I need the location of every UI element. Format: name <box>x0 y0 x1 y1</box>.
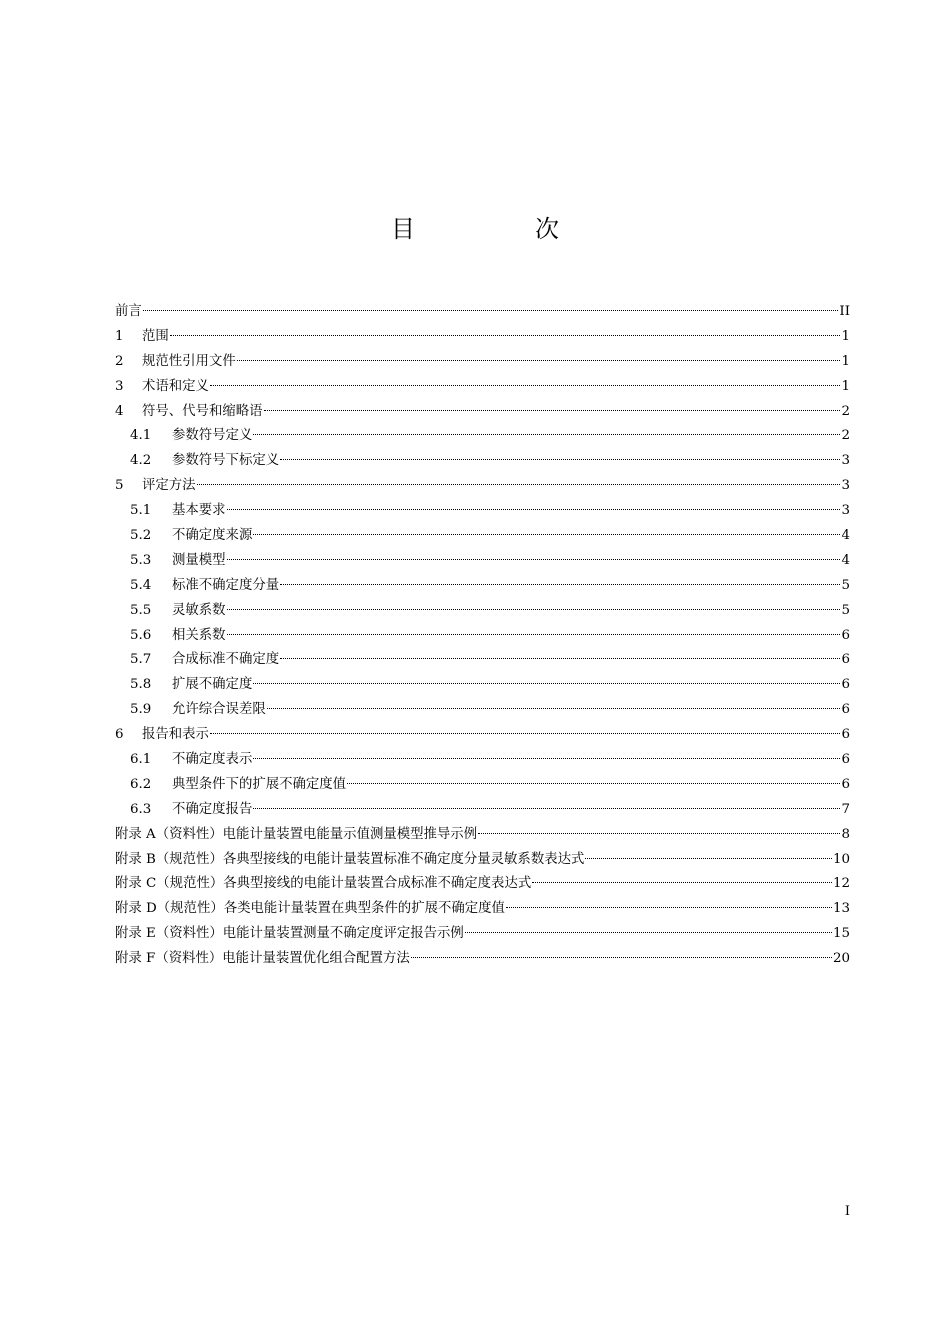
toc-entry-title <box>130 673 252 698</box>
toc-entry-number: 4.2 <box>130 453 152 469</box>
toc-entry-number: 6 <box>115 727 124 743</box>
toc-dot-leader <box>280 658 840 659</box>
toc-entry-title <box>130 624 226 649</box>
toc-dot-leader <box>253 808 840 809</box>
toc-entry-label: 相关系数 <box>172 627 226 643</box>
toc-dot-leader <box>170 335 841 336</box>
toc-entry-title <box>130 549 226 574</box>
toc-entry-label: 术语和定义 <box>142 378 209 394</box>
toc-entry-page: 3 <box>841 478 850 494</box>
toc-entry-title <box>115 947 410 972</box>
toc-entry-number: 5.9 <box>130 702 152 718</box>
toc-entry-number: 5.8 <box>130 677 152 693</box>
toc-entry-label: 不确定度报告 <box>172 801 253 817</box>
toc-entry[interactable] <box>115 848 850 873</box>
toc-entry[interactable] <box>115 897 850 922</box>
toc-dot-leader <box>210 733 841 734</box>
toc-entry-number: 5.5 <box>130 602 152 618</box>
toc-entry-page: 5 <box>841 602 850 618</box>
toc-entry-label: 报告和表示 <box>142 727 209 743</box>
toc-entry[interactable] <box>115 673 850 698</box>
toc-entry[interactable] <box>115 574 850 599</box>
toc-entry-title <box>115 897 505 922</box>
toc-dot-leader <box>280 459 840 460</box>
toc-entry-number: 6.3 <box>130 801 152 817</box>
toc-entry-label: 参数符号定义 <box>172 428 253 444</box>
toc-entry[interactable] <box>115 400 850 425</box>
toc-entry-title <box>130 773 346 798</box>
toc-entry-page: 4 <box>841 528 850 544</box>
toc-entry-page: 6 <box>841 677 850 693</box>
toc-dot-leader <box>532 882 832 883</box>
toc-entry-title <box>130 424 252 449</box>
toc-entry[interactable] <box>115 474 850 499</box>
toc-dot-leader <box>267 708 841 709</box>
toc-entry-page: 6 <box>841 752 850 768</box>
toc-entry[interactable] <box>115 773 850 798</box>
toc-entry[interactable] <box>115 624 850 649</box>
toc-entry-label: 规范性引用文件 <box>142 353 236 369</box>
toc-entry-number: 2 <box>115 353 124 369</box>
toc-entry[interactable] <box>115 449 850 474</box>
page-title: 目 次 <box>391 215 607 243</box>
toc-dot-leader <box>347 783 840 784</box>
page-number: I <box>844 1204 850 1219</box>
toc-entry[interactable] <box>115 300 850 325</box>
toc-dot-leader <box>411 957 832 958</box>
toc-dot-leader <box>585 858 832 859</box>
toc-dot-leader <box>506 907 832 908</box>
toc-entry-label: 评定方法 <box>142 478 196 494</box>
toc-entry-title <box>115 723 209 748</box>
toc-entry-page: 6 <box>841 702 850 718</box>
toc-entry[interactable] <box>115 524 850 549</box>
toc-entry-page: 2 <box>841 428 850 444</box>
toc-entry-title <box>130 748 252 773</box>
toc-entry-title <box>130 648 279 673</box>
toc-entry-number: 4.1 <box>130 428 152 444</box>
toc-entry[interactable] <box>115 798 850 823</box>
toc-entry-label: 扩展不确定度 <box>172 677 253 693</box>
toc-entry-title <box>130 524 252 549</box>
toc-entry-title <box>130 499 226 524</box>
toc-dot-leader <box>227 609 841 610</box>
toc-entry-title <box>130 698 266 723</box>
toc-dot-leader <box>264 410 841 411</box>
toc-entry-title <box>115 823 477 848</box>
toc-entry-page: 15 <box>832 926 850 942</box>
toc-entry-label: 附录 E（资料性）电能计量装置测量不确定度评定报告示例 <box>115 926 464 942</box>
toc-entry-number: 5.6 <box>130 627 152 643</box>
toc-entry-title <box>115 300 142 325</box>
toc-entry[interactable] <box>115 872 850 897</box>
toc-entry-number: 5 <box>115 478 124 494</box>
toc-entry-page: 6 <box>841 652 850 668</box>
toc-dot-leader <box>280 584 840 585</box>
toc-entry-title <box>130 798 252 823</box>
toc-entry[interactable] <box>115 350 850 375</box>
toc-entry-label: 合成标准不确定度 <box>172 652 280 668</box>
toc-entry-label: 灵敏系数 <box>172 602 226 618</box>
toc-entry[interactable] <box>115 499 850 524</box>
toc-entry[interactable] <box>115 549 850 574</box>
toc-dot-leader <box>227 634 841 635</box>
toc-dot-leader <box>237 360 841 361</box>
toc-entry-title <box>115 922 464 947</box>
toc-entry-page: 7 <box>841 801 850 817</box>
toc-entry-page: 4 <box>841 552 850 568</box>
toc-dot-leader <box>227 559 841 560</box>
toc-entry-title <box>115 375 209 400</box>
toc-entry-label: 不确定度来源 <box>172 528 253 544</box>
toc-entry-page: II <box>839 304 850 319</box>
toc-entry-label: 典型条件下的扩展不确定度值 <box>172 776 347 792</box>
toc-entry-number: 6.2 <box>130 776 152 792</box>
toc-entry-label: 附录 D（规范性）各类电能计量装置在典型条件的扩展不确定度值 <box>115 901 505 917</box>
toc-entry-page: 12 <box>832 876 850 892</box>
toc-entry[interactable] <box>115 325 850 350</box>
toc-entry-label: 基本要求 <box>172 503 226 519</box>
toc-entry-page: 13 <box>832 901 850 917</box>
toc-entry-page: 3 <box>841 503 850 519</box>
toc-entry-label: 范围 <box>142 328 169 344</box>
toc-entry-page: 3 <box>841 453 850 469</box>
toc-entry-label: 测量模型 <box>172 552 226 568</box>
toc-entry-number: 4 <box>115 403 124 419</box>
toc-entry-label: 附录 B（规范性）各典型接线的电能计量装置标准不确定度分量灵敏系数表达式 <box>115 851 585 867</box>
toc-entry-page: 1 <box>841 353 850 369</box>
toc-entry-number: 3 <box>115 378 124 394</box>
toc-entry-number: 5.7 <box>130 652 152 668</box>
table-of-contents <box>115 300 850 972</box>
toc-entry[interactable] <box>115 922 850 947</box>
toc-entry-label: 附录 C（规范性）各典型接线的电能计量装置合成标准不确定度表达式 <box>115 876 532 892</box>
toc-entry-page: 8 <box>841 826 850 842</box>
toc-dot-leader <box>227 509 841 510</box>
toc-entry[interactable] <box>115 823 850 848</box>
toc-entry-label: 附录 A（资料性）电能计量装置电能量示值测量模型推导示例 <box>115 826 478 842</box>
toc-entry-title <box>130 574 279 599</box>
toc-dot-leader <box>143 310 839 311</box>
toc-dot-leader <box>253 683 840 684</box>
toc-entry-number: 5.4 <box>130 577 152 593</box>
toc-dot-leader <box>210 385 841 386</box>
toc-entry-page: 20 <box>832 951 850 967</box>
toc-entry[interactable] <box>115 947 850 972</box>
toc-entry-title <box>115 350 236 375</box>
toc-entry[interactable] <box>115 698 850 723</box>
toc-entry-label: 不确定度表示 <box>172 752 253 768</box>
toc-entry-label: 附录 F（资料性）电能计量装置优化组合配置方法 <box>115 951 410 967</box>
toc-entry-page: 1 <box>841 328 850 344</box>
toc-entry-label: 允许综合误差限 <box>172 702 266 718</box>
toc-entry-title <box>115 325 169 350</box>
toc-dot-leader <box>253 534 840 535</box>
toc-entry-page: 1 <box>841 378 850 394</box>
toc-entry-label: 前言 <box>115 304 142 319</box>
toc-entry-number: 1 <box>115 328 124 344</box>
toc-entry-title <box>130 449 279 474</box>
toc-entry-label: 标准不确定度分量 <box>172 577 280 593</box>
toc-entry-title <box>115 872 531 897</box>
toc-entry-page: 2 <box>841 403 850 419</box>
toc-entry-number: 5.2 <box>130 528 152 544</box>
toc-entry-number: 5.3 <box>130 552 152 568</box>
toc-dot-leader <box>253 434 840 435</box>
toc-dot-leader <box>253 758 840 759</box>
toc-entry[interactable] <box>115 748 850 773</box>
toc-entry-page: 6 <box>841 776 850 792</box>
toc-entry-label: 符号、代号和缩略语 <box>142 403 263 419</box>
toc-entry[interactable] <box>115 599 850 624</box>
toc-dot-leader <box>197 484 841 485</box>
toc-entry[interactable] <box>115 424 850 449</box>
toc-entry[interactable] <box>115 648 850 673</box>
toc-entry-page: 10 <box>832 851 850 867</box>
toc-entry-number: 5.1 <box>130 503 152 519</box>
toc-entry-title <box>130 599 226 624</box>
toc-entry-page: 5 <box>841 577 850 593</box>
toc-entry[interactable] <box>115 723 850 748</box>
toc-dot-leader <box>478 833 840 834</box>
toc-dot-leader <box>465 932 832 933</box>
toc-entry[interactable] <box>115 375 850 400</box>
toc-entry-title <box>115 848 584 873</box>
toc-entry-title <box>115 400 263 425</box>
toc-entry-page: 6 <box>841 727 850 743</box>
toc-entry-number: 6.1 <box>130 752 152 768</box>
toc-entry-title <box>115 474 196 499</box>
toc-entry-label: 参数符号下标定义 <box>172 453 280 469</box>
toc-entry-page: 6 <box>841 627 850 643</box>
